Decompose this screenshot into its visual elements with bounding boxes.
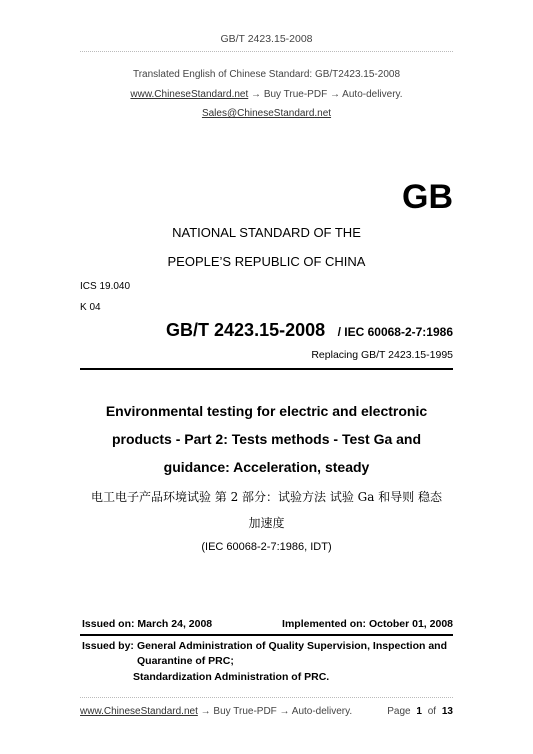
national-line-1: NATIONAL STANDARD OF THE: [172, 225, 361, 240]
k-code: K 04: [80, 302, 101, 313]
issued-by-label: Issued by:: [82, 640, 134, 652]
issued-by-line-3: Standardization Administration of PRC.: [133, 671, 330, 683]
issued-by-line-1: General Administration of Quality Supervision, Inspection and: [137, 640, 447, 652]
email-link[interactable]: Sales@ChineseStandard.net: [201, 108, 332, 119]
page-label: Page: [387, 706, 411, 717]
footer-buy-text: → Buy True-PDF → Auto-delivery.: [200, 706, 353, 717]
footer-site-link[interactable]: www.ChineseStandard.net: [80, 706, 198, 717]
iec-reference: / IEC 60068-2-7:1986: [337, 325, 453, 339]
footer-divider: [80, 697, 453, 698]
ics-code: ICS 19.040: [80, 281, 131, 292]
footer-buy-line: [80, 706, 352, 717]
replacing-note: Replacing GB/T 2423.15-1995: [311, 349, 453, 361]
standard-number-line: [166, 320, 453, 341]
chinese-title-line-2: 加速度: [248, 516, 285, 530]
gb-logo: GB: [402, 178, 453, 216]
header-divider: [80, 51, 453, 52]
title-line-1: Environmental testing for electric and electronic: [105, 403, 428, 419]
translation-notice: Translated English of Chinese Standard: GB/T2423.15-2008: [132, 69, 401, 80]
national-line-2: PEOPLE’S REPUBLIC OF CHINA: [167, 254, 366, 269]
title-rule: [80, 368, 453, 370]
of-label: of: [427, 706, 437, 717]
issued-on: Issued on: March 24, 2008: [82, 618, 213, 630]
banner-email-line: [0, 108, 533, 119]
page-total: 13: [441, 706, 453, 717]
site-link[interactable]: www.ChineseStandard.net: [130, 89, 249, 100]
page-number: 1: [416, 706, 422, 717]
issue-rule: [80, 634, 453, 636]
standard-number: GB/T 2423.15-2008: [166, 320, 326, 340]
page-indicator: [387, 706, 453, 717]
running-header: GB/T 2423.15-2008: [220, 33, 313, 45]
chinese-title-line-1: 电工电子产品环境试验 第 2 部分：试验方法 试验 Ga 和导则 稳态: [90, 490, 443, 504]
banner-buy-line: [0, 89, 533, 100]
iec-equivalence: (IEC 60068-2-7:1986, IDT): [201, 541, 332, 553]
title-line-3: guidance: Acceleration, steady: [163, 459, 370, 475]
implemented-on: Implemented on: October 01, 2008: [282, 618, 453, 630]
issued-by-line-2: Quarantine of PRC;: [137, 655, 234, 667]
title-line-2: products - Part 2: Tests methods - Test Ga and: [111, 431, 422, 447]
buy-text: → Buy True-PDF → Auto-delivery.: [251, 89, 403, 100]
